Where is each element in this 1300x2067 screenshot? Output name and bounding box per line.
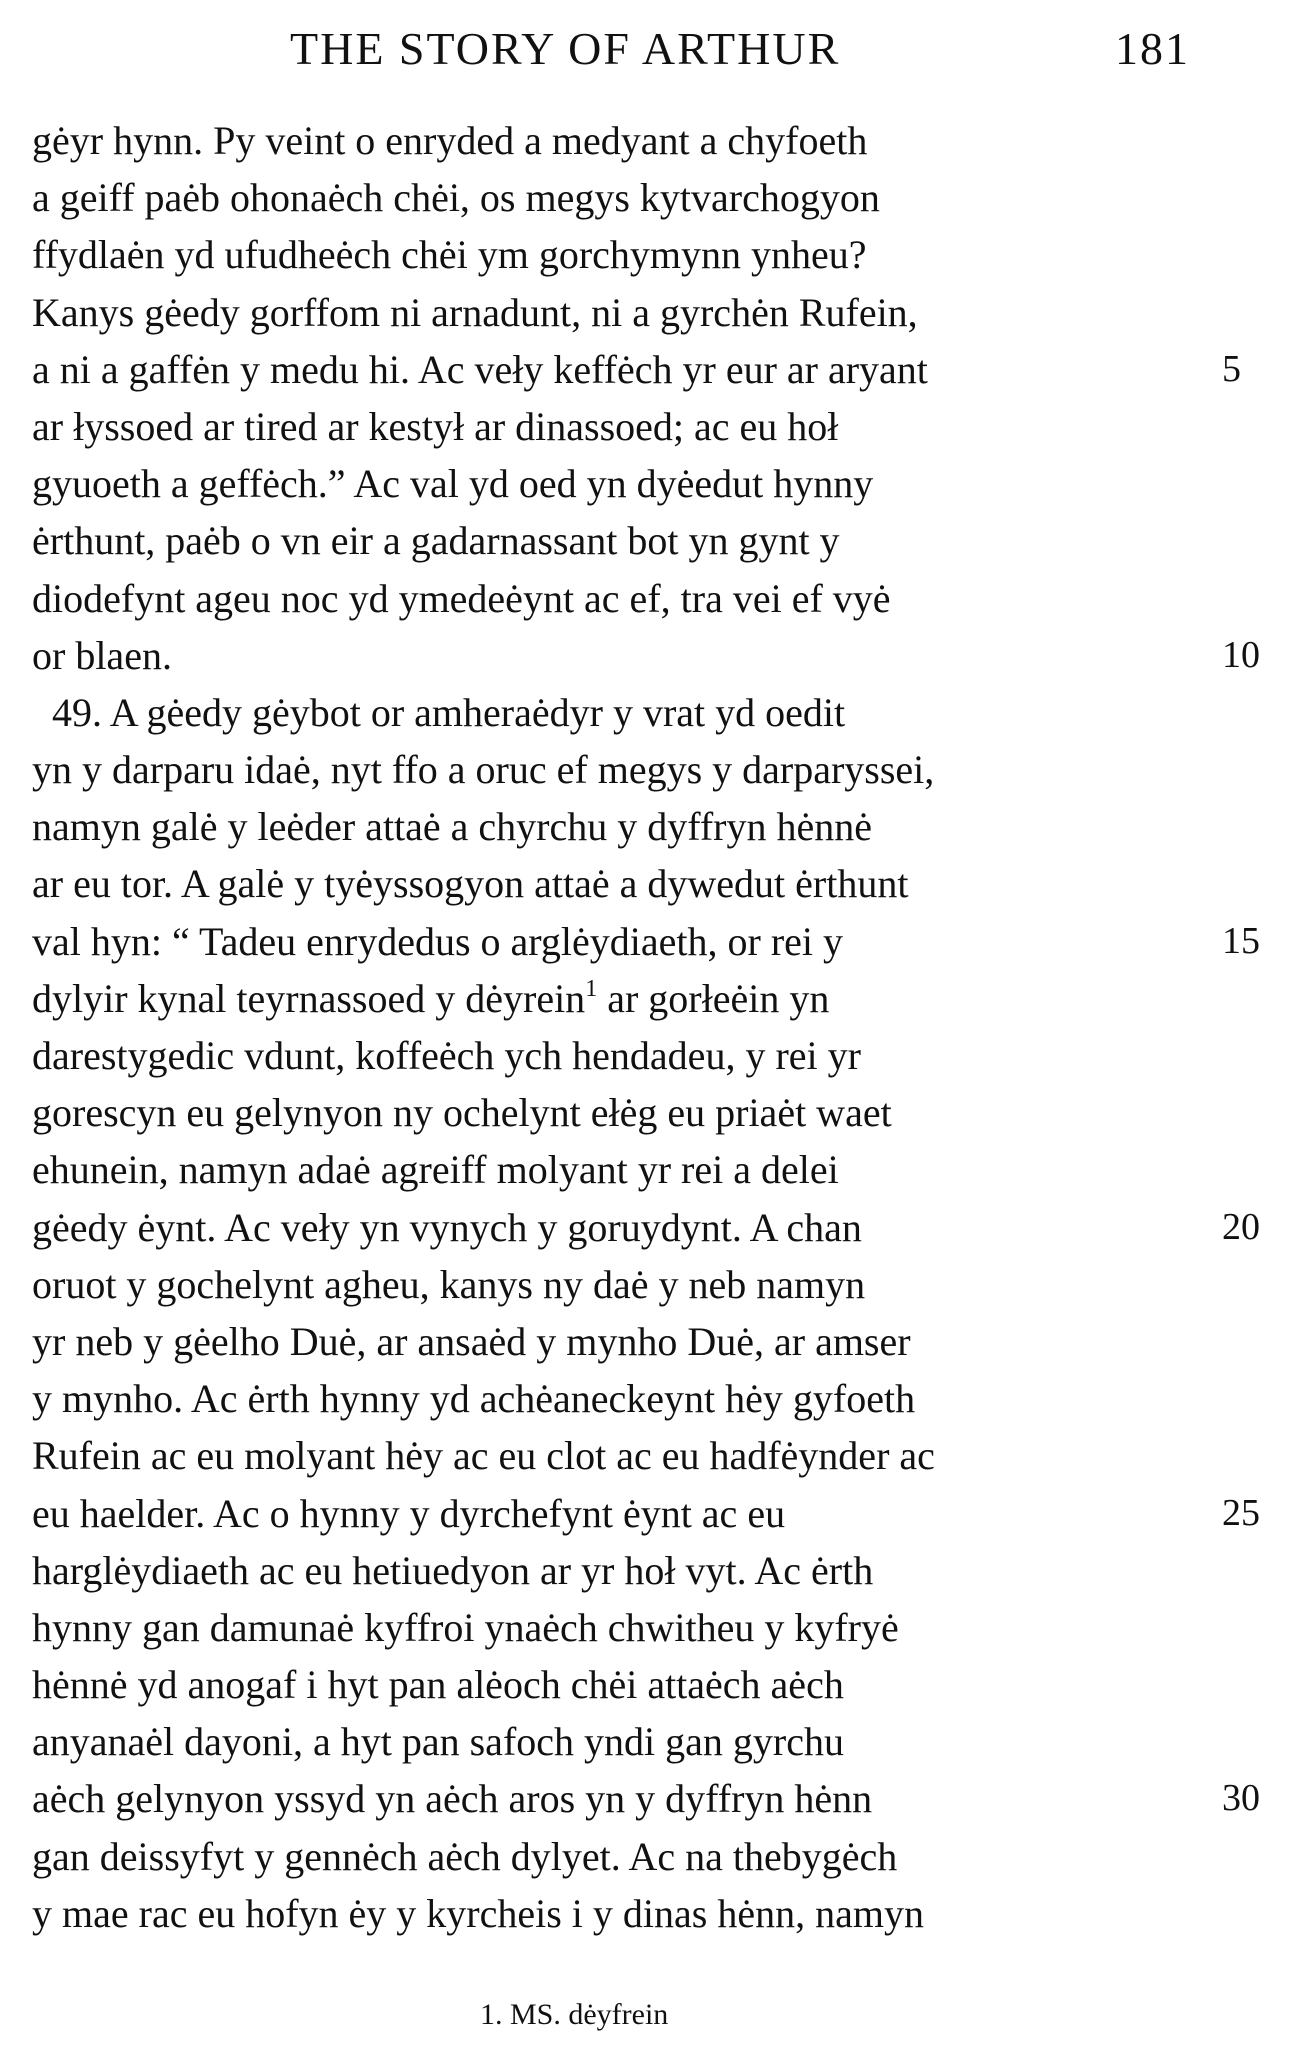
line-text: Rufein ac eu molyant hėy ac eu clot ac eu hadfėynder ac — [32, 1433, 935, 1479]
text-line — [32, 1656, 1192, 1713]
text-line — [32, 1427, 1192, 1484]
text-line — [32, 855, 1192, 912]
text-line — [32, 1770, 1260, 1827]
line-text: ar łyssoed ar tired ar kestył ar dinassoed; ac eu hoł — [32, 403, 839, 449]
line-text: yr neb y gėelho Duė, ar ansaėd y mynho Duė, ar amser — [32, 1318, 911, 1364]
text-line — [32, 1141, 1192, 1198]
line-text: hėnnė yd anogaf i hyt pan alėoch chėi attaėch aėch — [32, 1662, 844, 1708]
line-text: gorescyn eu gelynyon ny ochelynt ełėg eu priaėt waet — [32, 1090, 892, 1136]
line-text: 49. A gėedy gėybot or amheraėdyr y vrat yd oedit — [32, 689, 846, 735]
text-line — [32, 512, 1192, 569]
line-number: 15 — [1222, 919, 1260, 962]
text-line — [32, 741, 1192, 798]
text-line — [32, 1256, 1192, 1313]
text-line — [32, 1599, 1192, 1656]
body-text — [32, 112, 1260, 1942]
page-header — [290, 22, 1200, 82]
line-text: y mae rac eu hofyn ėy y kyrcheis i y dinas hėnn, namyn — [32, 1890, 924, 1936]
line-text: a ni a gaffėn y medu hi. Ac veły keffėch yr eur ar aryant — [32, 346, 928, 392]
running-title: THE STORY OF ARTHUR — [290, 23, 841, 74]
line-text: Kanys gėedy gorffom ni arnadunt, ni a gyrchėn Rufein, — [32, 289, 918, 335]
text-line — [32, 226, 1192, 283]
text-line — [32, 913, 1260, 970]
line-number: 5 — [1222, 347, 1241, 390]
line-text: oruot y gochelynt agheu, kanys ny daė y neb namyn — [32, 1261, 866, 1307]
line-text: val hyn: “ Tadeu enrydedus o arglėydiaeth, or rei y — [32, 918, 844, 964]
text-line — [32, 1713, 1192, 1770]
line-text: aėch gelynyon yssyd yn aėch aros yn y dyffryn hėnn — [32, 1776, 873, 1822]
text-line — [32, 1885, 1192, 1942]
line-number: 20 — [1222, 1205, 1260, 1248]
text-line — [32, 1542, 1192, 1599]
line-text: darestygedic vdunt, koffeėch ych hendadeu, y rei yr — [32, 1033, 861, 1078]
line-text: harglėydiaeth ac eu hetiuedyon ar yr hoł vyt. Ac ėrth — [32, 1547, 874, 1593]
page-number: 181 — [1115, 23, 1190, 74]
line-number: 30 — [1222, 1777, 1260, 1820]
line-text: gėyr hynn. Py veint o enryded a medyant a chyfoeth — [32, 118, 868, 163]
line-text-part: ar gorłeėin yn — [597, 975, 830, 1021]
line-number: 25 — [1222, 1491, 1260, 1534]
line-text-part: dylyir kynal teyrnassoed y dėyrein — [32, 975, 586, 1021]
text-line — [32, 1199, 1260, 1256]
line-text: gan deissyfyt y gennėch aėch dylyet. Ac na thebygėch — [32, 1833, 898, 1879]
text-line — [32, 684, 1192, 741]
line-text: namyn galė y leėder attaė a chyrchu y dyffryn hėnnė — [32, 804, 872, 850]
text-line — [32, 169, 1192, 226]
footnote-reference: 1 — [585, 975, 598, 1002]
line-text: a geiff paėb ohonaėch chėi, os megys kytvarchogyon — [32, 175, 880, 221]
text-line — [32, 1485, 1260, 1542]
text-line — [32, 341, 1241, 398]
text-line — [32, 1828, 1192, 1885]
line-text: diodefynt ageu noc yd ymedeėynt ac ef, tra vei ef vyė — [32, 575, 891, 621]
line-number: 10 — [1222, 633, 1260, 676]
line-text-with-footnote — [32, 970, 829, 1027]
text-line — [32, 798, 1192, 855]
footnote: 1. MS. dėyfrein — [480, 1998, 669, 2031]
text-line — [32, 627, 1260, 684]
line-text: eu haelder. Ac o hynny y dyrchefynt ėynt ac eu — [32, 1490, 786, 1536]
text-line — [32, 970, 1192, 1027]
text-line — [32, 1370, 1192, 1427]
line-text: gyuoeth a geffėch.” Ac val yd oed yn dyėedut hynny — [32, 461, 874, 507]
text-line — [32, 112, 1192, 169]
text-line — [32, 284, 1192, 341]
text-line — [32, 1313, 1192, 1370]
line-text: yn y darparu idaė, nyt ffo a oruc ef megys y darparyssei, — [32, 747, 935, 793]
line-text: gėedy ėynt. Ac veły yn vynych y goruydynt. A chan — [32, 1204, 862, 1250]
text-line — [32, 1084, 1192, 1141]
text-line — [32, 570, 1192, 627]
line-text: y mynho. Ac ėrth hynny yd achėaneckeynt hėy gyfoeth — [32, 1376, 916, 1422]
line-text: anyanaėl dayoni, a hyt pan safoch yndi gan gyrchu — [32, 1719, 844, 1765]
line-text: or blaen. — [32, 632, 172, 678]
line-text: hynny gan damunaė kyffroi ynaėch chwitheu y kyfryė — [32, 1604, 899, 1650]
line-text: ffydlaėn yd ufudheėch chėi ym gorchymynn ynheu? — [32, 232, 867, 278]
text-line — [32, 455, 1192, 512]
line-text: ar eu tor. A galė y tyėyssogyon attaė a dywedut ėrthunt — [32, 861, 909, 907]
text-line — [32, 1027, 1192, 1084]
line-text: ehunein, namyn adaė agreiff molyant yr rei a delei — [32, 1147, 839, 1193]
line-text: ėrthunt, paėb o vn eir a gadarnassant bot yn gynt y — [32, 518, 840, 564]
text-line — [32, 398, 1192, 455]
